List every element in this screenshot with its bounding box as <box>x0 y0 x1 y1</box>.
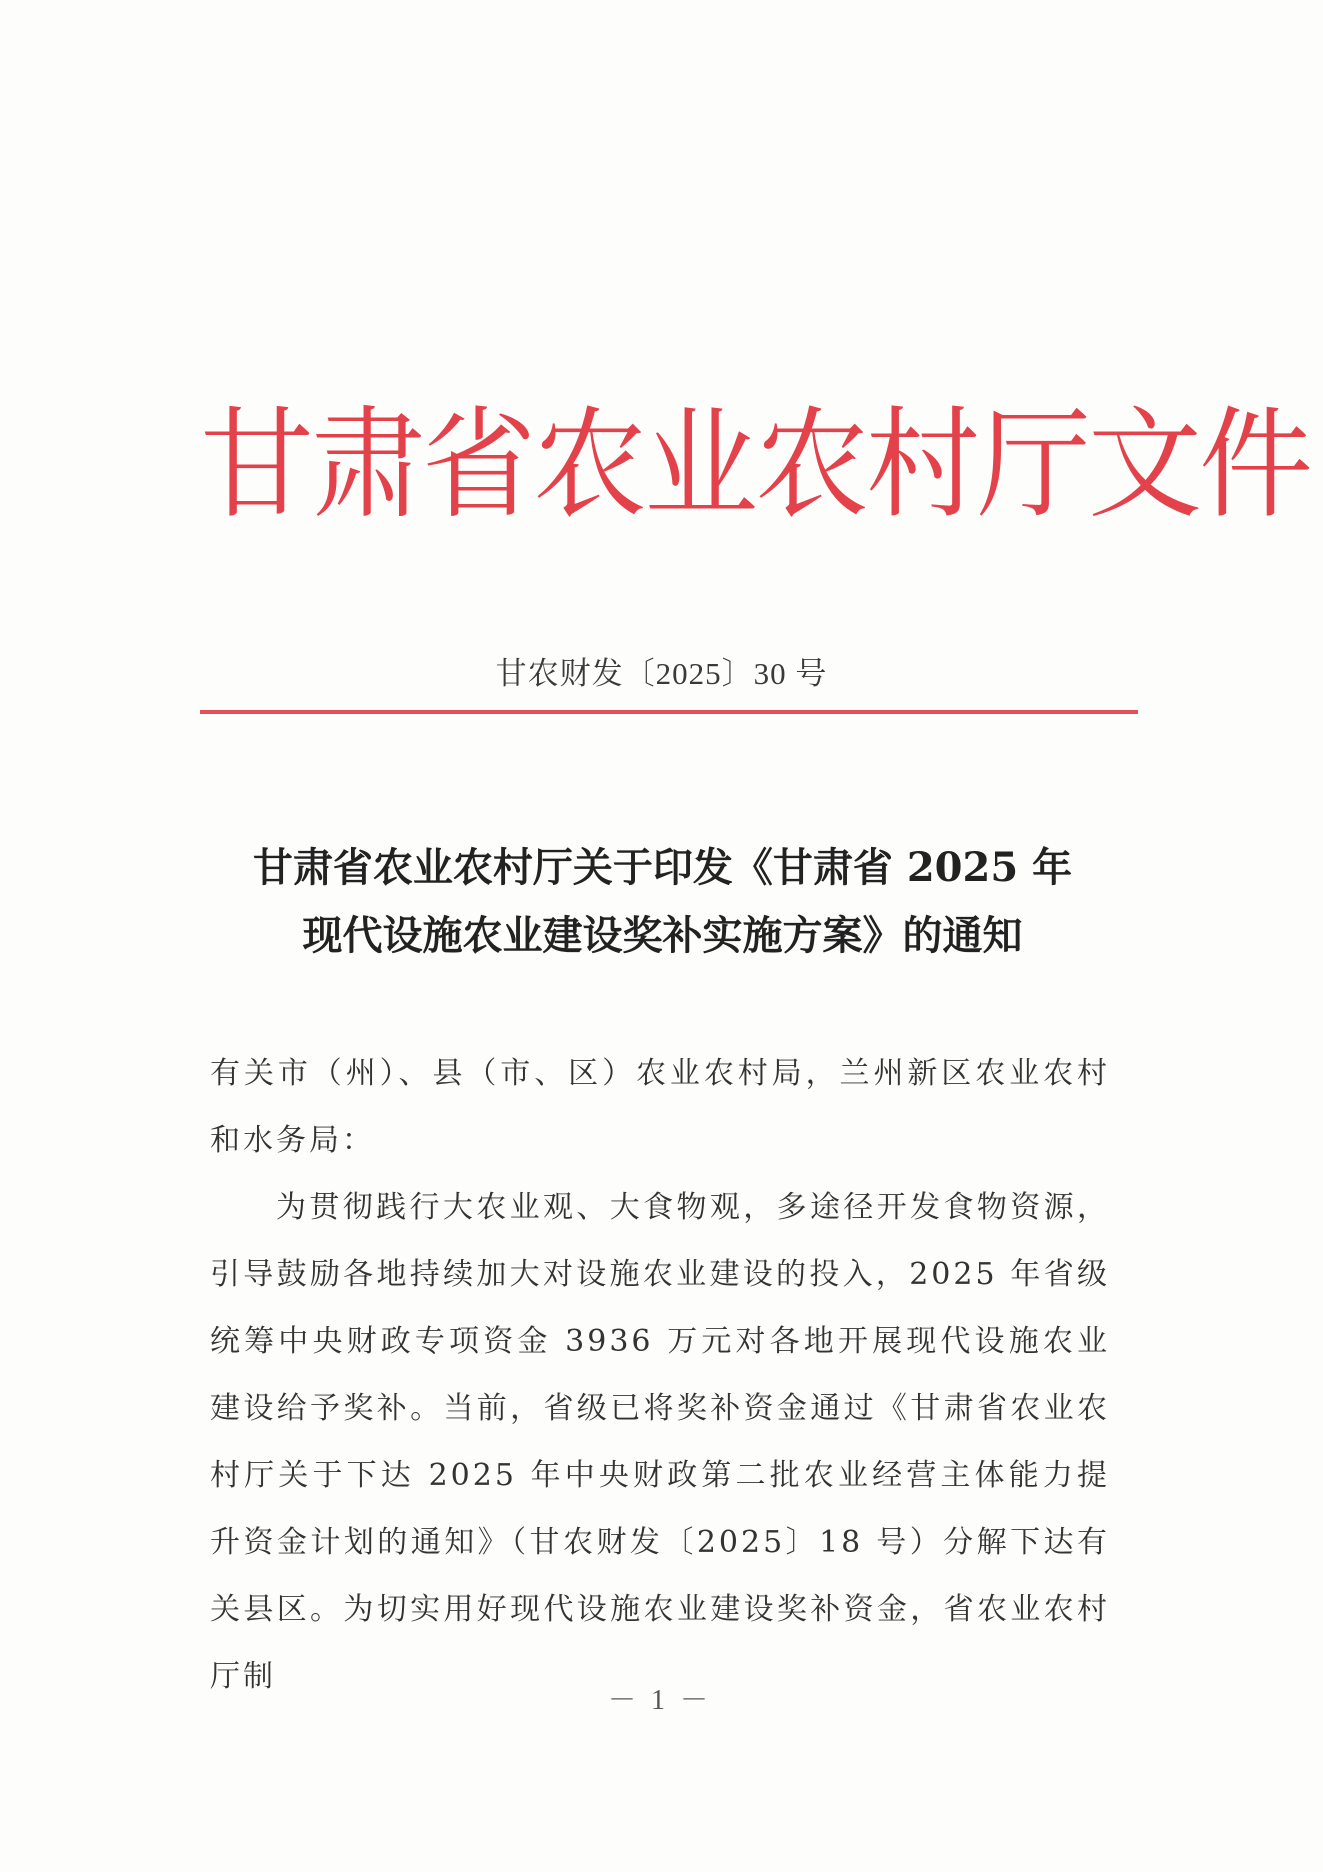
page-number: － 1 － <box>607 1685 712 1716</box>
document-number: 甘农财发〔2025〕30 号 <box>495 656 828 691</box>
issuer-header-title: 甘肃省农业农村厅文件 <box>200 394 1311 535</box>
salutation: 有关市（州）、县（市、区）农业农村局，兰州新区农业农村和水务局： <box>210 1056 1110 1158</box>
notice-body <box>210 1040 1110 1710</box>
body-paragraph: 为贯彻践行大农业观、大食物观，多途径开发食物资源，引导鼓励各地持续加大对设施农业建设的投入，2025 年省级统筹中央财政专项资金 3936 万元对各地开展现代设施农业建设给予奖补。当前，省级已将奖补资金通过《甘肃省农业农村厅关于下达 2025 年中央财政第二批农业经营主体能力提升资金计划的通知》（甘农财发〔2025〕18 号）分解下达有关县区。为切实用好现代设施农业建设奖补资金，省农业农村厅制 <box>210 1190 1110 1694</box>
notice-title-line1: 甘肃省农业农村厅关于印发《甘肃省 2025 年 <box>252 844 1073 891</box>
notice-title <box>195 834 1130 970</box>
notice-title-line2: 现代设施农业建设奖补实施方案》的通知 <box>302 912 1023 959</box>
header-divider <box>200 710 1138 714</box>
